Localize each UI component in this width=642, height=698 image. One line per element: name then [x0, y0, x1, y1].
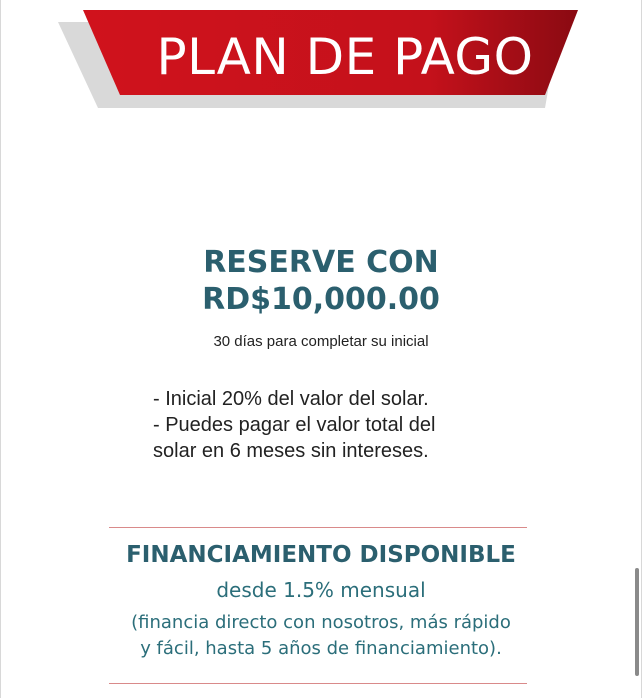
bottom-divider [109, 683, 527, 684]
vertical-scrollbar[interactable] [635, 568, 639, 676]
payment-term-item: - Inicial 20% del valor del solar. [153, 388, 429, 410]
payment-term-item: - Puedes pagar el valor total del [153, 414, 436, 436]
top-divider [109, 527, 527, 528]
financing-note [0, 610, 642, 662]
financing-title: FINANCIAMIENTO DISPONIBLE [126, 542, 516, 568]
reserve-heading-line1: RESERVE CON [203, 245, 439, 280]
page-title: PLAN DE PAGO [156, 28, 534, 86]
financing-note-line2: y fácil, hasta 5 años de financiamiento). [140, 638, 502, 659]
payment-terms-list [153, 386, 533, 464]
title-banner [0, 0, 642, 115]
payment-term-item: solar en 6 meses sin intereses. [153, 440, 429, 462]
reserve-heading [0, 244, 642, 318]
financing-note-line1: (financia directo con nosotros, más rápido [131, 612, 511, 633]
financing-rate: desde 1.5% mensual [216, 578, 426, 602]
reserve-subtitle: 30 días para completar su inicial [213, 333, 429, 350]
reserve-amount: RD$10,000.00 [202, 282, 440, 317]
